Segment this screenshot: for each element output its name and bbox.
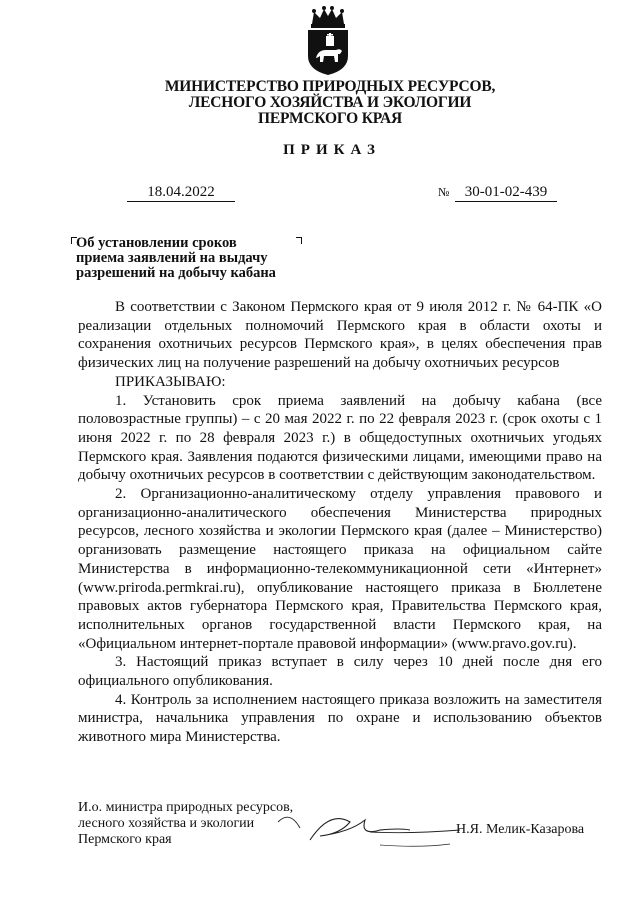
signatory-position — [78, 800, 293, 848]
handwritten-signature — [270, 800, 470, 870]
order-item-1: 1. Установить срок приема заявлений на добычу кабана (все половозрастные группы) – с 20 мая 2022 г. по 22 февраля 2023 г. (срок охоты с 1 июня 2022 г. по 28 февраля 2023 г.) в общедоступных охотничьих угодьях Пермского края. Заявления подаются физическими лицами, имеющими право на добычу охотничьих ресурсов в соответствии с действующим законодательством. — [78, 392, 602, 484]
ministry-line-1: МИНИСТЕРСТВО ПРИРОДНЫХ РЕСУРСОВ, — [164, 78, 496, 95]
order-subject — [76, 236, 316, 281]
subject-line-2: приема заявлений на выдачу — [76, 250, 268, 266]
ministry-name — [150, 79, 510, 127]
position-line-1: И.о. министра природных ресурсов, — [78, 800, 294, 815]
subject-line-1: Об установлении сроков — [76, 235, 237, 251]
signatory-name: Н.Я. Мелик-Казарова — [456, 822, 585, 837]
document-type-heading: ПРИКАЗ — [283, 142, 381, 158]
subject-line-3: разрешений на добычу кабана — [76, 265, 276, 281]
order-number: 30-01-02-439 — [455, 184, 557, 202]
order-date: 18.04.2022 — [127, 184, 235, 202]
perm-krai-coat-of-arms-icon — [302, 6, 354, 76]
order-item-3: 3. Настоящий приказ вступает в силу через 10 дней после дня его официального опубликования. — [78, 654, 602, 690]
order-word: ПРИКАЗЫВАЮ: — [115, 373, 226, 390]
ministry-line-2: ЛЕСНОГО ХОЗЯЙСТВА И ЭКОЛОГИИ — [188, 94, 472, 111]
ministry-line-3: ПЕРМСКОГО КРАЯ — [257, 110, 403, 127]
preamble-paragraph: В соответствии с Законом Пермского края от 9 июля 2012 г. № 64-ПК «О реализации отдельных полномочий Пермского края в области охоты и сохранения охотничьих ресурсов Пермского края», в целях обеспечения прав физических лиц на получение разрешений на добычу охотничьих ресурсов — [78, 299, 602, 372]
number-sign: № — [438, 185, 450, 199]
order-body — [78, 298, 602, 747]
order-item-2: 2. Организационно-аналитическому отделу управления правового и организационно-аналитического обеспечения Министерства природных ресурсов, лесного хозяйства и экологии Пермского края (далее – Министерство) организовать размещение настоящего приказа на официальном сайте Министерства в информационно-телекоммуникационной сети «Интернет» (www.priroda.permkrai.ru), опубликование настоящего приказа в Бюллетене правовых актов губернатора Пермского края, Правительства Пермского края, исполнительных органов государственной власти Пермского края, на «Официальном интернет-портале правовой информации» (www.pravo.gov.ru). — [78, 486, 602, 652]
position-line-3: Пермского края — [78, 832, 172, 847]
order-item-4: 4. Контроль за исполнением настоящего приказа возложить на заместителя министра, начальника управления по охране и использованию объектов животного мира Министерства. — [78, 691, 602, 746]
position-line-2: лесного хозяйства и экологии — [78, 816, 255, 831]
